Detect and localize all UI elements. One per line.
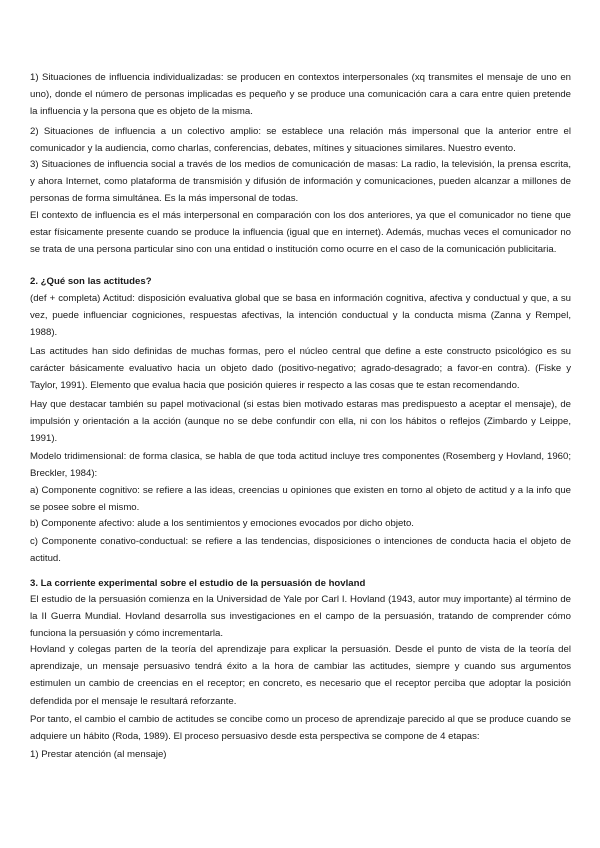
paragraph-situacion-masas: 3) Situaciones de influencia social a través de los medios de comunicación de masas: La radio, la televisión, la prensa escrita, y ahora Internet, como plataforma de transmisión y difusión de información y comunicaciones, pueden alcanzar a millones de personas de forma simultánea. Es la más impersonal de todas.: [30, 159, 571, 205]
list-item-componente-afectivo: b) Componente afectivo: alude a los sentimientos y emociones evocados por dicho objeto.: [30, 518, 414, 529]
paragraph-cambio-actitudes: Por tanto, el cambio el cambio de actitudes se concibe como un proceso de aprendizaje parecido al que se produce cuando se adquiere un hábito (Roda, 1989). El proceso persuasivo desde esta perspectiva se compone de 4 etapas:: [30, 714, 571, 743]
section-heading-hovland: 3. La corriente experimental sobre el estudio de la persuasión de hovland: [30, 578, 366, 589]
section-heading-actitudes: 2. ¿Qué son las actitudes?: [30, 276, 152, 287]
paragraph-teoria-aprendizaje: Hovland y colegas parten de la teoría del aprendizaje para explicar la persuasión. Desde el punto de vista de la teoría del aprendizaje, un mensaje persuasivo tendrá éxito a la hora de cambiar las actitudes, siempre y cuando sus argumentos estimulen un cambio de creencias en el receptor; en concreto, es necesario que el receptor perciba que adoptar la posición defendida por el mensaje le resultará reforzante.: [30, 644, 571, 707]
list-item-componente-conativo: c) Componente conativo-conductual: se refiere a las tendencias, disposiciones o intenciones de conducta hacia el objeto de actitud.: [30, 536, 571, 565]
paragraph-situacion-individual: 1) Situaciones de influencia individualizadas: se producen en contextos interpersonales (xq transmites el mensaje de uno en uno), donde el número de personas implicadas es pequeño y se produce una comunicación cara a cara entre quien pretende la influencia y la persona que es objeto de la misma.: [30, 72, 571, 118]
paragraph-estudio-persuasion: El estudio de la persuasión comienza en la Universidad de Yale por Carl I. Hovland (1943, autor muy importante) al término de la II Guerra Mundial. Hovland desarrolla sus investigaciones en el campo de la persuasión, tratando de comprender cómo funciona la persuasión y cómo incrementarla.: [30, 594, 571, 640]
paragraph-modelo-tridimensional: Modelo tridimensional: de forma clasica, se habla de que toda actitud incluye tres componentes (Rosemberg y Hovland, 1960; Breckler, 1984):: [30, 451, 571, 480]
list-item-componente-cognitivo: a) Componente cognitivo: se refiere a las ideas, creencias u opiniones que existen en torno al objeto de actitud y a la info que se posee sobre el mismo.: [30, 485, 571, 514]
paragraph-contexto-influencia: El contexto de influencia es el más interpersonal en comparación con los dos anteriores, ya que el comunicador no tiene que estar físicamente presente cuando se produce la influencia (igual que en internet). Además, muchas veces el comunicador no se trata de una persona particular sino con una entidad o institución como ocurre en el caso de la comunicación publicitaria.: [30, 210, 571, 256]
list-item-prestar-atencion: 1) Prestar atención (al mensaje): [30, 749, 167, 760]
paragraph-papel-motivacional: Hay que destacar también su papel motivacional (si estas bien motivado estaras mas predispuesto a aceptar el mensaje), de impulsión y orientación a la acción (aunque no se debe confundir con ella, ni con los hábitos o reflejos (Zimbardo y Leippe, 1991).: [30, 399, 571, 445]
paragraph-definicion-actitud: (def + completa) Actitud: disposición evaluativa global que se basa en información cognitiva, afectiva y conductual y que, a su vez, puede influenciar cogniciones, respuestas afectivas, la intención conductual y la conducta misma (Zanna y Rempel, 1988).: [30, 293, 571, 339]
paragraph-situacion-colectivo: 2) Situaciones de influencia a un colectivo amplio: se establece una relación más impersonal que la anterior entre el comunicador y la audiencia, como charlas, conferencias, debates, mítines y situaciones similares. Nuestro evento.: [30, 126, 571, 155]
paragraph-actitudes-definidas: Las actitudes han sido definidas de muchas formas, pero el núcleo central que define a este constructo psicológico es su carácter básicamente evaluativo hacia un objeto dado (positivo-negativo; agrado-desagrado; a favor-en contra). (Fiske y Taylor, 1991). Elemento que evalua hacia que posición quieres ir respecto a las cosas que te estan recomendando.: [30, 346, 571, 392]
